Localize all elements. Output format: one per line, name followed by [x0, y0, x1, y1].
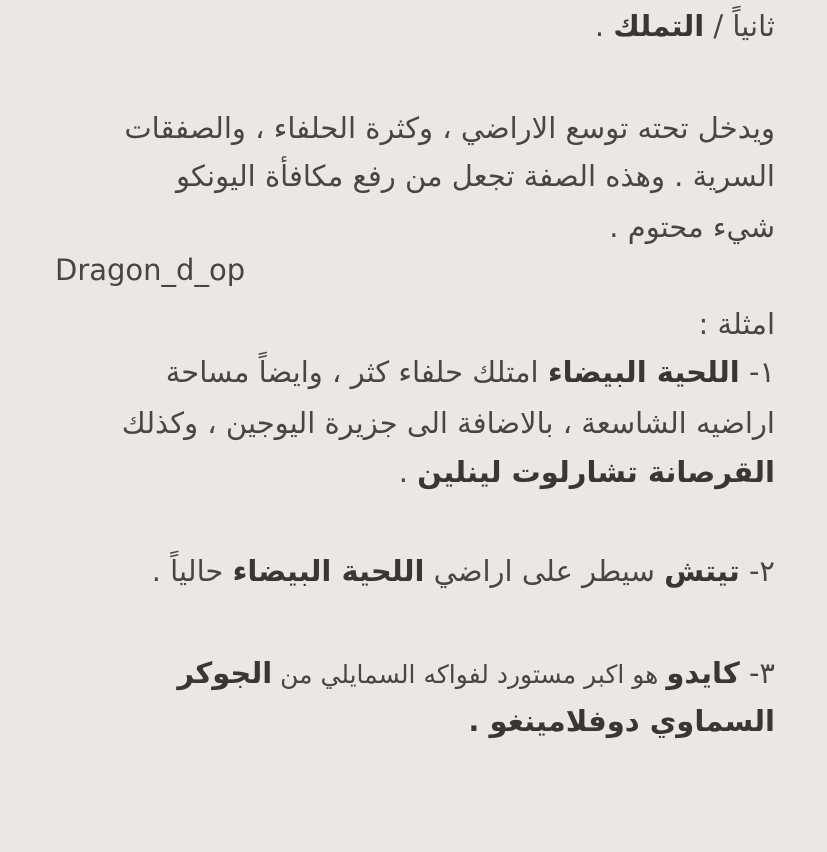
example-3-line-1: [55, 651, 775, 697]
examples-label: امثلة :: [698, 307, 775, 341]
example-2-middle: سيطر على اراضي: [424, 554, 665, 588]
intro-line-3: شيء محتوم .: [609, 210, 775, 244]
example-3-line-2: [55, 699, 775, 743]
example-3-number: ٣-: [739, 656, 775, 690]
example-1-line-2: اراضيه الشاسعة ، بالاضافة الى جزيرة اليوجين ، وكذلك: [121, 406, 775, 440]
example-1-end: .: [398, 455, 418, 489]
example-2-line: [55, 549, 775, 593]
example-1-line-3: [55, 450, 775, 494]
section-suffix: .: [594, 9, 614, 43]
example-3-middle: هو اكبر مستورد لفواكه السمايلي من: [272, 660, 667, 689]
example-2-end: حالياً .: [151, 554, 233, 588]
intro-line-1: ويدخل تحته توسع الاراضي ، وكثرة الحلفاء ، والصفقات: [124, 111, 775, 145]
intro-line-2: السرية . وهذه الصفة تجعل من رفع مكافأة اليونكو: [176, 159, 775, 193]
section-prefix: ثانياً /: [704, 9, 775, 43]
example-3-end: .: [468, 704, 490, 738]
author-handle: Dragon_d_op: [55, 253, 246, 287]
example-3-bold-name-2: الجوكر: [177, 656, 273, 690]
example-3-bold-line: السماوي دوفلامينغو: [489, 704, 775, 738]
section-title: التملك: [613, 9, 705, 43]
document-page: [55, 0, 775, 852]
example-2-number: ٢-: [739, 554, 775, 588]
example-1-bold-line: القرصانة تشارلوت لينلين: [417, 455, 775, 489]
example-2-bold-name-2: اللحية البيضاء: [232, 554, 425, 588]
example-1-line-1: [55, 350, 775, 394]
example-2-bold-name: تيتش: [664, 554, 740, 588]
example-1-text: امتلك حلفاء كثر ، وايضاً مساحة: [165, 355, 548, 389]
section-heading: [55, 4, 775, 48]
example-1-bold-name: اللحية البيضاء: [547, 355, 740, 389]
example-1-number: ١-: [739, 355, 775, 389]
example-3-bold-name: كايدو: [666, 656, 740, 690]
